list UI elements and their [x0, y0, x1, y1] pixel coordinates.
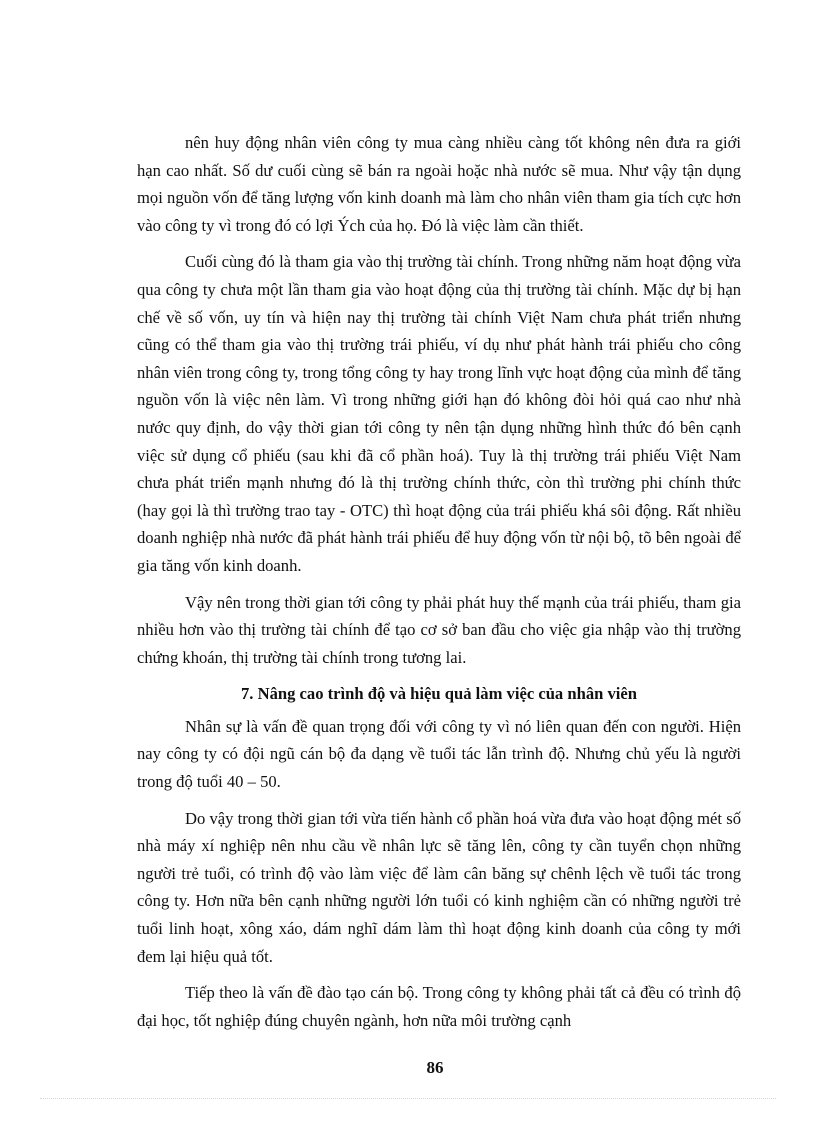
section-heading: 7. Nâng cao trình độ và hiệu quả làm việc của nhân viên	[241, 684, 637, 704]
paragraph-2: Cuối cùng đó là tham gia vào thị trường tài chính. Trong những năm hoạt động vừa qua công ty chưa một lần tham gia vào hoạt động của thị trường tài chính. Mặc dự bị hạn chế về số vốn, uy tín và hiện nay thị trường tài chính Việt Nam chưa phát triển nhưng cũng có thể tham gia vào thị trường trái phiếu, ví dụ như phát hành trái phiếu cho công nhân viên trong công ty, trong tổng công ty hay trong lĩnh vực hoạt động của mình để tăng nguồn vốn là việc nên làm. Vì trong những giới hạn đó không đòi hỏi quá cao như nhà nước quy định, do vậy thời gian tới công ty nên tận dụng những hình thức đó bên cạnh việc sử dụng cổ phiếu (sau khi đã cổ phần hoá). Tuy là thị trường trái phiếu Việt Nam chưa phát triển mạnh nhưng đó là thị trường chính thức, còn thì trường phi chính thức (hay gọi là thì trường trao tay - OTC) thì hoạt động của trái phiếu khá sôi động. Rất nhiều doanh nghiệp nhà nước đã phát hành trái phiếu để huy động vốn từ nội bộ, tõ bên ngoài để gia tăng vốn kinh doanh.	[137, 252, 741, 575]
paragraph-1: nên huy động nhân viên công ty mua càng nhiều càng tốt không nên đưa ra giới hạn cao nhất. Số dư cuối cùng sẽ bán ra ngoài hoặc nhà nước sẽ mua. Như vậy tận dụng mọi nguồn vốn để tăng lượng vốn kinh doanh mà làm cho nhân viên tham gia tích cực hơn vào công ty vì trong đó có lợi Ých của họ. Đó là việc làm cần thiết.	[137, 133, 741, 235]
document-body	[137, 129, 741, 1043]
page-number: 86	[426, 1058, 444, 1077]
bottom-divider	[40, 1098, 776, 1099]
paragraph-4: Nhân sự là vấn đề quan trọng đối với công ty vì nó liên quan đến con người. Hiện nay công ty có đội ngũ cán bộ đa dạng về tuổi tác lẫn trình độ. Nhưng chủ yếu là người trong độ tuổi 40 – 50.	[137, 716, 741, 792]
paragraph-6: Tiếp theo là vấn đề đào tạo cán bộ. Trong công ty không phải tất cả đều có trình độ đại học, tốt nghiệp đúng chuyên ngành, hơn nữa môi trường cạnh	[137, 983, 741, 1030]
paragraph-5: Do vậy trong thời gian tới vừa tiến hành cổ phần hoá vừa đưa vào hoạt động mét số nhà máy xí nghiệp nên nhu cầu về nhân lực sẽ tăng lên, công ty cần tuyển chọn những người trẻ tuổi, có trình độ vào làm việc để làm cân băng sự chênh lệch về tuổi tác trong công ty. Hơn nữa bên cạnh những người lớn tuổi có kinh nghiệm cần có những người trẻ tuổi linh hoạt, xông xáo, dám nghĩ dám làm thì hoạt động kinh doanh của công ty mới đem lại hiệu quả tốt.	[137, 808, 741, 966]
paragraph-3: Vậy nên trong thời gian tới công ty phải phát huy thế mạnh của trái phiếu, tham gia nhiều hơn vào thị trường tài chính để tạo cơ sở ban đầu cho việc gia nhập vào thị trường chứng khoán, thị trường tài chính trong tương lai.	[137, 592, 741, 667]
